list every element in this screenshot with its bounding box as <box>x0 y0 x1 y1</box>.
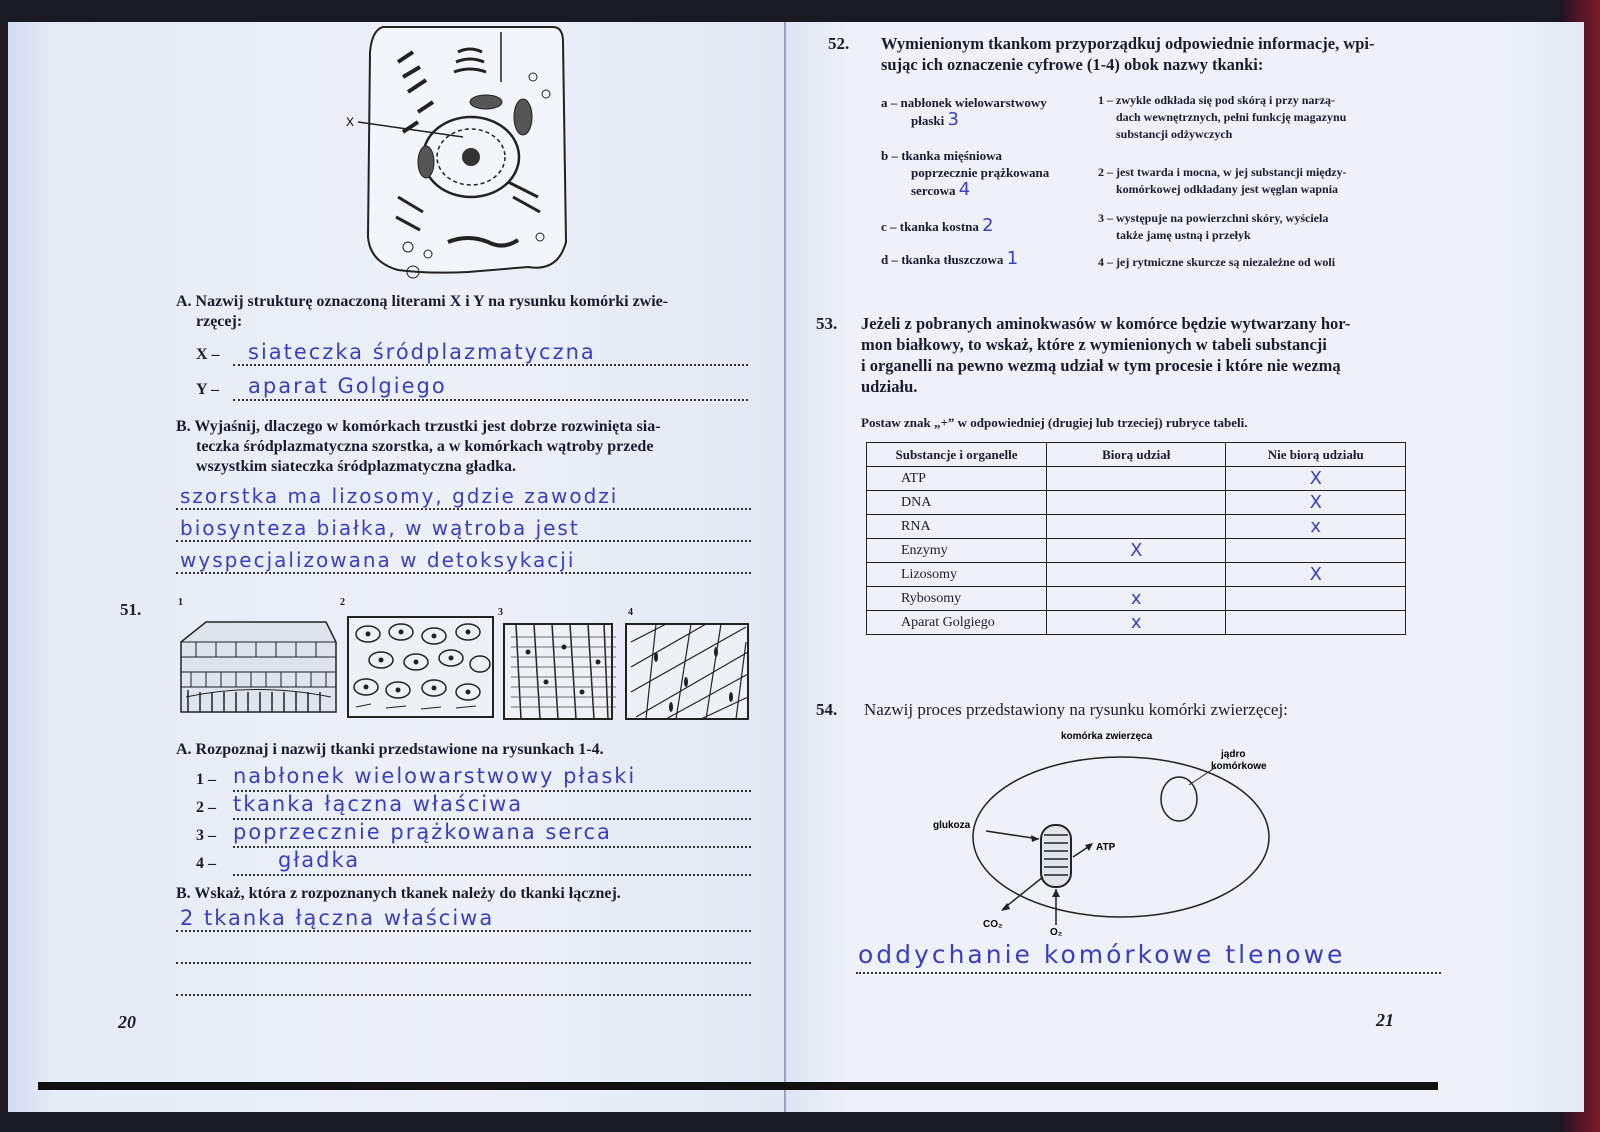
q51-b-answer[interactable]: 2 tkanka łączna właściwa <box>180 906 495 930</box>
y-answer[interactable]: aparat Golgiego <box>248 374 447 398</box>
q51-answer-4[interactable]: gładka <box>278 848 361 872</box>
b-answer-2[interactable]: biosynteza białka, w wątroba jest <box>180 516 580 540</box>
tissue-label-3: 3 <box>498 607 503 618</box>
q52-item-c: c – tkanka kostna 2 <box>881 215 994 236</box>
page-number-right: 21 <box>1376 1010 1394 1030</box>
row-no-part-mark[interactable] <box>1226 611 1406 635</box>
row-takes-part-mark[interactable] <box>1047 515 1226 539</box>
b-answer-1[interactable]: szorstka ma lizosomy, gdzie zawodzi <box>180 484 619 508</box>
table-row <box>867 491 1406 515</box>
q54-answer-line <box>856 972 1441 974</box>
q52-item-b: b – tkanka mięśniowa poprzecznie prążkowana sercowa 4 <box>881 148 1050 200</box>
b-answer-line-1 <box>176 508 751 510</box>
co2-label: CO₂ <box>983 919 1003 930</box>
q51-answer-4-line <box>233 874 751 876</box>
y-prefix: Y – <box>196 381 219 398</box>
row-substance-name: RNA <box>867 515 1047 539</box>
tissue-3-cardiac <box>504 624 616 719</box>
q53-prompt-line4: udziału. <box>861 377 918 396</box>
col-header-no: Nie biorą udziału <box>1226 443 1406 467</box>
row-no-part-mark[interactable]: X <box>1226 563 1406 587</box>
q51-answer-1[interactable]: nabłonek wielowarstwowy płaski <box>233 764 637 788</box>
q53-prompt-line2: mon białkowy, to wskaż, które z wymienionych w tabeli substancji <box>861 335 1327 354</box>
q52-info-4: 4 – jej rytmiczne skurcze są niezależne od woli <box>1098 255 1336 269</box>
row-takes-part-mark[interactable] <box>1047 491 1226 515</box>
row-takes-part-mark[interactable] <box>1047 467 1226 491</box>
q53-prompt-line3: i organelli na pewno wezmą udział w tym procesie i które nie wezmą <box>861 356 1341 375</box>
figure-label-x: X <box>346 115 355 129</box>
left-page <box>8 22 786 1112</box>
row-takes-part-mark[interactable] <box>1047 563 1226 587</box>
q50-b-prompt-line2: teczka śródplazmatyczna szorstka, a w komórkach wątroby przede <box>196 438 654 455</box>
q51-answer-2[interactable]: tkanka łączna właściwa <box>233 792 524 816</box>
o2-label: O₂ <box>1050 927 1063 937</box>
q51-number: 51. <box>120 600 142 619</box>
nucleus-label-2: komórkowe <box>1211 761 1267 772</box>
row-takes-part-mark[interactable]: X <box>1047 539 1226 563</box>
col-header-substances: Substancje i organelle <box>867 443 1047 467</box>
cell-outline <box>973 757 1269 917</box>
table-row <box>867 611 1406 635</box>
right-page <box>786 22 1584 1112</box>
x-prefix: X – <box>196 346 220 363</box>
bottom-edge <box>38 1082 1438 1090</box>
q52-item-d: d – tkanka tłuszczowa 1 <box>881 248 1019 269</box>
table-row <box>867 587 1406 611</box>
q53-prompt-line1: Jeżeli z pobranych aminokwasów w komórce będzie wytwarzany hor- <box>861 314 1351 333</box>
b-answer-line-3 <box>176 572 751 574</box>
row-substance-name: Lizosomy <box>867 563 1047 587</box>
b-answer-line-2 <box>176 540 751 542</box>
tissue-label-2: 2 <box>340 597 345 608</box>
tissue-label-4: 4 <box>628 607 633 618</box>
q52-item-a: a – nabłonek wielowarstwowy płaski 3 <box>881 95 1047 130</box>
q53-instruction: Postaw znak „+” w odpowiedniej (drugiej lub trzeciej) rubryce tabeli. <box>861 415 1248 430</box>
col-header-yes: Biorą udział <box>1047 443 1226 467</box>
q52-answer-b[interactable]: 4 <box>958 179 971 200</box>
x-answer-line <box>233 364 748 366</box>
table-row <box>867 467 1406 491</box>
row-substance-name: ATP <box>867 467 1047 491</box>
q52-info-1: 1 – zwykle odkłada się pod skórą i przy narzą- dach wewnętrznych, pełni funkcję magazynu substancji odżywczych <box>1098 93 1347 141</box>
row-no-part-mark[interactable]: X <box>1226 491 1406 515</box>
y-answer-line <box>233 399 748 401</box>
q54-answer[interactable]: oddychanie komórkowe tlenowe <box>858 940 1346 969</box>
row-no-part-mark[interactable]: x <box>1226 515 1406 539</box>
q51-answer-3[interactable]: poprzecznie prążkowana serca <box>233 820 612 844</box>
row-substance-name: Rybosomy <box>867 587 1047 611</box>
table-row <box>867 539 1406 563</box>
q51-b-answer-line-2 <box>176 962 751 964</box>
q52-prompt-line2: sując ich oznaczenie cyfrowe (1-4) obok nazwy tkanki: <box>881 55 1264 74</box>
q51-a-prompt: A. Rozpoznaj i nazwij tkanki przedstawione na rysunkach 1-4. <box>176 741 604 758</box>
q52-info-2: 2 – jest twarda i mocna, w jej substancji między- komórkowej odkładany jest węglan wapnia <box>1098 165 1347 196</box>
q52-answer-a[interactable]: 3 <box>947 109 959 130</box>
table-row <box>867 515 1406 539</box>
q54-number: 54. <box>816 700 838 719</box>
tissue-figures <box>176 612 756 724</box>
q51-answer-2-prefix: 2 – <box>196 799 216 816</box>
tissue-label-1: 1 <box>178 597 183 608</box>
q52-info-3: 3 – występuje na powierzchni skóry, wyściela także jamę ustną i przełyk <box>1098 211 1329 242</box>
row-no-part-mark[interactable] <box>1226 539 1406 563</box>
q52-number: 52. <box>828 34 850 53</box>
row-substance-name: DNA <box>867 491 1047 515</box>
diagram-title: komórka zwierzęca <box>1061 731 1153 742</box>
row-takes-part-mark[interactable]: x <box>1047 611 1226 635</box>
nucleus-label-1: jądro <box>1221 749 1246 760</box>
q52-answer-d[interactable]: 1 <box>1006 248 1019 269</box>
table-header-row <box>867 443 1406 467</box>
tissue-1-epithelium <box>181 622 336 712</box>
q54-prompt: Nazwij proces przedstawiony na rysunku komórki zwierzęcej: <box>864 700 1288 719</box>
row-no-part-mark[interactable] <box>1226 587 1406 611</box>
q51-b-answer-line-1 <box>176 930 751 932</box>
q51-answer-4-prefix: 4 – <box>196 855 216 872</box>
table-row <box>867 563 1406 587</box>
q51-answer-3-prefix: 3 – <box>196 827 216 844</box>
q53-number: 53. <box>816 314 838 333</box>
b-answer-3[interactable]: wyspecjalizowana w detoksykacji <box>180 548 576 572</box>
row-no-part-mark[interactable]: X <box>1226 467 1406 491</box>
q51-b-prompt: B. Wskaż, która z rozpoznanych tkanek należy do tkanki łącznej. <box>176 885 621 902</box>
x-answer[interactable]: siateczka śródplazmatyczna <box>248 340 596 364</box>
q50-a-prompt: A. Nazwij strukturę oznaczoną literami X i Y na rysunku komórki zwie- <box>176 293 669 310</box>
glucose-label: glukoza <box>933 820 971 831</box>
atp-label: ATP <box>1096 842 1116 853</box>
q52-prompt-line1: Wymienionym tkankom przyporządkuj odpowiednie informacje, wpi- <box>881 34 1375 53</box>
respiration-diagram <box>931 727 1291 937</box>
q53-table <box>866 442 1406 635</box>
tissue-2-connective <box>348 617 493 717</box>
q50-a-prompt-cont: rzęcej: <box>196 313 243 330</box>
tissue-4-smooth <box>626 624 748 719</box>
open-workbook <box>8 22 1584 1112</box>
row-substance-name: Aparat Golgiego <box>867 611 1047 635</box>
page-number-left: 20 <box>118 1012 136 1032</box>
q51-answer-1-prefix: 1 – <box>196 771 216 788</box>
row-substance-name: Enzymy <box>867 539 1047 563</box>
q50-b-prompt-line3: wszystkim siateczka śródplazmatyczna gładka. <box>196 458 516 475</box>
row-takes-part-mark[interactable]: x <box>1047 587 1226 611</box>
animal-cell-figure <box>308 22 598 282</box>
q52-answer-c[interactable]: 2 <box>982 215 994 236</box>
q50-b-prompt: B. Wyjaśnij, dlaczego w komórkach trzustki jest dobrze rozwinięta sia- <box>176 418 661 435</box>
q51-b-answer-line-3 <box>176 994 751 996</box>
